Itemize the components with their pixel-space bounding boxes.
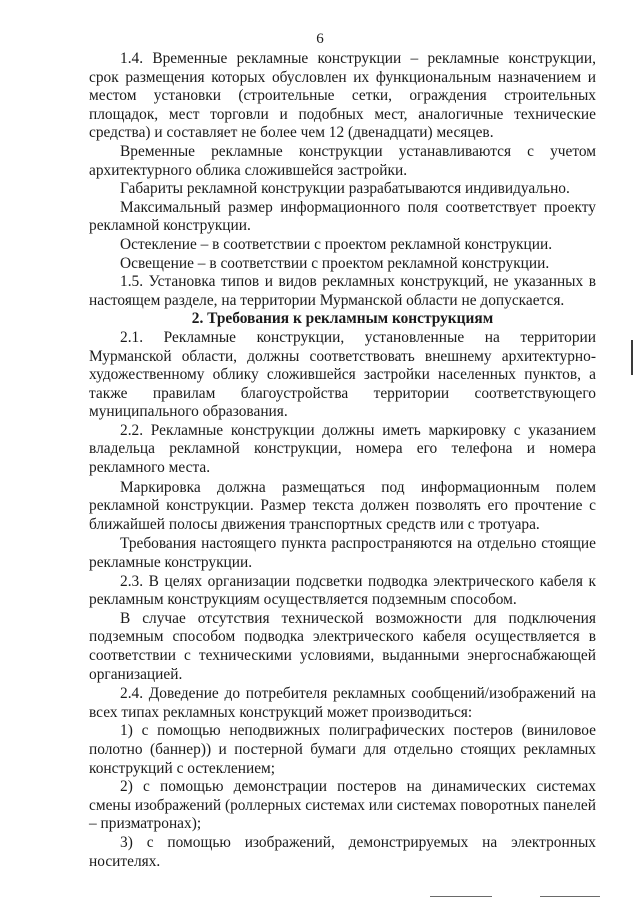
paragraph-2-3-alternative: В случае отсутствия технической возможности для подключения подземным способом подводка электрического кабеля осуществляется в соответствии с техническими условиями, выданными энергоснабжающей организацией. <box>89 609 596 683</box>
paragraph-2-2-marking: Маркировка должна размещаться под информационным полем рекламной конструкции. Размер текста должен позволять его прочтение с ближайшей полосы движения транспортных средств или с тротуара. <box>89 478 596 533</box>
paragraph-1-5: 1.5. Установка типов и видов рекламных конструкций, не указанных в настоящем разделе, на территории Мурманской области не допускается. <box>89 273 596 309</box>
paragraph-2-2-scope: Требования настоящего пункта распространяются на отдельно стоящие рекламные конструкции. <box>89 535 596 572</box>
paragraph-2-3: 2.3. В целях организации подсветки подводка электрического кабеля к рекламным конструкциям осуществляется подземным способом. <box>89 572 596 609</box>
list-item-2-4-1: 1) с помощью неподвижных полиграфических постеров (виниловое полотно (баннер)) и постерной бумаги для отдельно стоящих рекламных конструкций с остеклением; <box>89 722 596 777</box>
paragraph-1-4-dimensions: Габариты рекламной конструкции разрабатываются индивидуально. <box>120 180 570 198</box>
paragraph-2-4: 2.4. Доведение до потребителя рекламных сообщений/изображений на всех типах рекламных конструкций может производиться: <box>89 685 596 721</box>
list-item-2-4-2: 2) с помощью демонстрации постеров на динамических системах смены изображений (роллерных системах или системах поворотных панелей – призматронах); <box>89 778 596 833</box>
scan-artifact-line <box>540 896 600 897</box>
section-heading: 2. Требования к рекламным конструкциям <box>191 310 494 328</box>
list-item-2-4-3: 3) с помощью изображений, демонстрируемых на электронных носителях. <box>89 833 596 870</box>
paragraph-1-4-lighting: Освещение – в соответствии с проектом рекламной конструкции. <box>120 254 550 272</box>
scan-artifact-line <box>430 896 492 897</box>
page-number: 6 <box>316 31 324 47</box>
paragraph-2-1: 2.1. Рекламные конструкции, установленные на территории Мурманской области, должны соответствовать внешнему архитектурно-художественному облику сложившейся застройки населенных пунктов, а также правилам благоустройства территории соответствующего муниципального образования. <box>89 328 596 421</box>
paragraph-1-4-glazing: Остекление – в соответствии с проектом рекламной конструкции. <box>120 235 553 253</box>
paragraph-1-4-temporary: Временные рекламные конструкции устанавливаются с учетом архитектурного облика сложившейся застройки. <box>89 142 596 179</box>
paragraph-1-4: 1.4. Временные рекламные конструкции – рекламные конструкции, срок размещения которых обусловлен их функциональным назначением и местом установки (строительные сетки, ограждения строительных площадок, мест торговли и подобных мест, аналогичные технические средства) и составляет не более чем 12 (двенадцати) месяцев. <box>89 50 596 142</box>
document-body <box>89 50 596 871</box>
scan-margin-mark <box>631 340 633 375</box>
paragraph-2-2: 2.2. Рекламные конструкции должны иметь маркировку с указанием владельца рекламной конструкции, номера его телефона и номера рекламного места. <box>89 421 596 477</box>
paragraph-1-4-info-field: Максимальный размер информационного поля соответствует проекту рекламной конструкции. <box>89 198 596 235</box>
